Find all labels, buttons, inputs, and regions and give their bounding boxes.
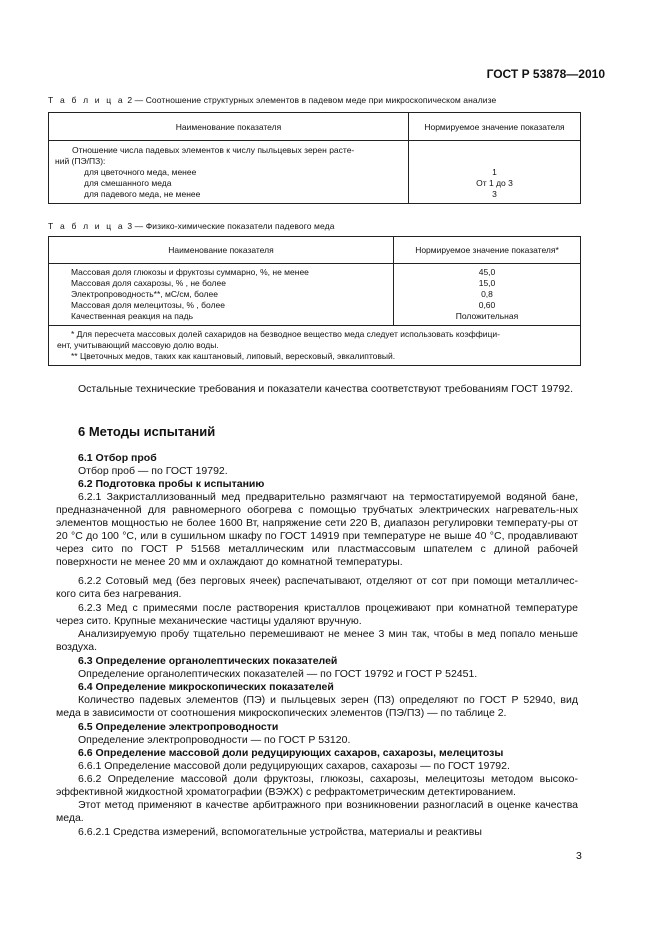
- subsection-6-4-text: Количество падевых элементов (ПЭ) и пыльцевых зерен (ПЗ) определяют по ГОСТ Р 52940, вид меда в зависимости от соотношения микроскопических элементов (ПЭ/ПЗ) — по таблице 2.: [56, 694, 578, 719]
- subsection-6-5-text: Определение электропроводности — по ГОСТ Р 53120.: [78, 734, 351, 746]
- table2-caption: [48, 95, 496, 105]
- table2-header-value: Нормируемое значение показателя: [409, 113, 581, 141]
- table3-row-label: Массовая доля глюкозы и фруктозы суммарно, %, не менее: [71, 267, 309, 277]
- table3-header-name: Наименование показателя: [49, 237, 394, 264]
- table2-intro-line1: Отношение числа падевых элементов к числу пыльцевых зерен расте-: [72, 145, 355, 155]
- table2-values-cell: [409, 141, 581, 204]
- table3-row-label: Качественная реакция на падь: [71, 311, 194, 321]
- table2-intro-line2: ний (ПЭ/ПЗ):: [55, 156, 106, 166]
- document-code: ГОСТ Р 53878—2010: [486, 67, 605, 81]
- table2-labels-cell: [49, 141, 409, 204]
- table3-row-label: Массовая доля мелецитозы, % , более: [71, 300, 225, 310]
- subsection-6-5-title: 6.5 Определение электропроводности: [78, 721, 279, 733]
- subsection-6-3-title: 6.3 Определение органолептических показателей: [78, 655, 338, 667]
- table3-header-value: Нормируемое значение показателя*: [394, 237, 581, 264]
- table3-row-value: 0,8: [481, 289, 493, 299]
- table2-caption-prefix: Т а б л и ц а: [48, 95, 125, 105]
- subsection-6-3-text: Определение органолептических показателей — по ГОСТ 19792 и ГОСТ Р 52451.: [78, 668, 478, 680]
- table3-footnote1-line1: * Для пересчета массовых долей сахаридов на безводное вещество меда следует использовать коэффици-: [71, 329, 500, 339]
- table2-row-value: 1: [492, 167, 497, 177]
- table3-caption-title: 3 — Физико-химические показатели падевого меда: [127, 221, 335, 231]
- table2-row-label: для цветочного меда, менее: [84, 167, 197, 177]
- paragraph-6-2-1: 6.2.1 Закристаллизованный мед предварительно размягчают на термостатируемой водяной бане, предназначенной для равномерного обогрева с помощью трубчатых электрических нагреватель-ных элементов мощностью не более 1600 Вт, напряжение сети 220 В, диапазон регулировки температу-ры от 20 °С до 100 °С, или в сушильном шкафу по ГОСТ 14919 при температуре не выше 40 °С, продавливают через сито по ГОСТ Р 51568 металлическим или пластмассовым шпателем с длиной рабочей поверхности не менее 20 мм и охлаждают до комнатной температуры.: [56, 491, 578, 568]
- paragraph-other-requirements: Остальные технические требования и показатели качества соответствуют требованиям ГОСТ 19792.: [78, 383, 574, 395]
- paragraph-6-6-1: 6.6.1 Определение массовой доли редуцирующих сахаров, сахарозы — по ГОСТ 19792.: [78, 760, 510, 772]
- subsection-6-1-title: 6.1 Отбор проб: [78, 452, 157, 464]
- table2-row-value: 3: [492, 189, 497, 199]
- table3-values-cell: [394, 264, 581, 326]
- table3-row-value: Положительная: [455, 311, 519, 321]
- table3: [48, 236, 581, 366]
- table2: [48, 112, 581, 204]
- paragraph-6-2-3: 6.2.3 Мед с примесями после растворения кристаллов процеживают при комнатной температуре через сито. Крупные механические частицы удаляют вручную.: [56, 602, 578, 627]
- subsection-6-1-text: Отбор проб — по ГОСТ 19792.: [78, 465, 228, 477]
- subsection-6-2-title: 6.2 Подготовка пробы к испытанию: [78, 478, 265, 490]
- table3-caption-prefix: Т а б л и ц а: [48, 221, 125, 231]
- subsection-6-4-title: 6.4 Определение микроскопических показателей: [78, 681, 334, 693]
- table2-caption-title: 2 — Соотношение структурных элементов в падевом меде при микроскопическом анализе: [127, 95, 497, 105]
- table3-row-label: Массовая доля сахарозы, % , не более: [71, 278, 226, 288]
- table3-row-value: 45,0: [478, 267, 496, 277]
- table3-footnote2: ** Цветочных медов, таких как каштановый, липовый, вересковый, эвкалиптовый.: [71, 351, 396, 361]
- table3-row-value: 0,60: [478, 300, 496, 310]
- table2-header-name: Наименование показателя: [49, 113, 409, 141]
- paragraph-6-2-3-mixing: Анализируемую пробу тщательно перемешивают не менее 3 мин так, чтобы в мед попало меньше воздуха.: [56, 628, 578, 653]
- table3-caption: [48, 221, 335, 231]
- table3-footnote1-line2: ент, учитывающий массовую долю воды.: [57, 340, 219, 350]
- paragraph-6-6-2: 6.6.2 Определение массовой доли фруктозы, глюкозы, сахарозы, мелецитозы методом высоко-эффективной жидкостной хроматографии (ВЭЖХ) с рефрактометрическим детектированием.: [56, 773, 578, 798]
- table3-labels-cell: [49, 264, 394, 326]
- table3-footnotes: [49, 326, 581, 366]
- paragraph-6-6-2-1: 6.6.2.1 Средства измерений, вспомогательные устройства, материалы и реактивы: [78, 826, 482, 838]
- section-6-heading: 6 Методы испытаний: [78, 424, 216, 439]
- table2-row-label: для падевого меда, не менее: [84, 189, 201, 199]
- page-number: 3: [576, 850, 582, 862]
- table3-row-value: 15,0: [478, 278, 496, 288]
- paragraph-6-2-2: 6.2.2 Сотовый мед (без перговых ячеек) распечатывают, отделяют от сот при помощи металличес-кого сита без нагревания.: [56, 575, 578, 600]
- subsection-6-6-title: 6.6 Определение массовой доли редуцирующих сахаров, сахарозы, мелецитозы: [78, 747, 504, 759]
- table2-row-value: От 1 до 3: [476, 178, 513, 188]
- table2-row-label: для смешанного меда: [84, 178, 172, 188]
- table3-row-label: Электропроводность**, мС/см, более: [71, 289, 218, 299]
- paragraph-6-6-2-arbitration: Этот метод применяют в качестве арбитражного при возникновении разногласий в оценке качества меда.: [56, 799, 578, 824]
